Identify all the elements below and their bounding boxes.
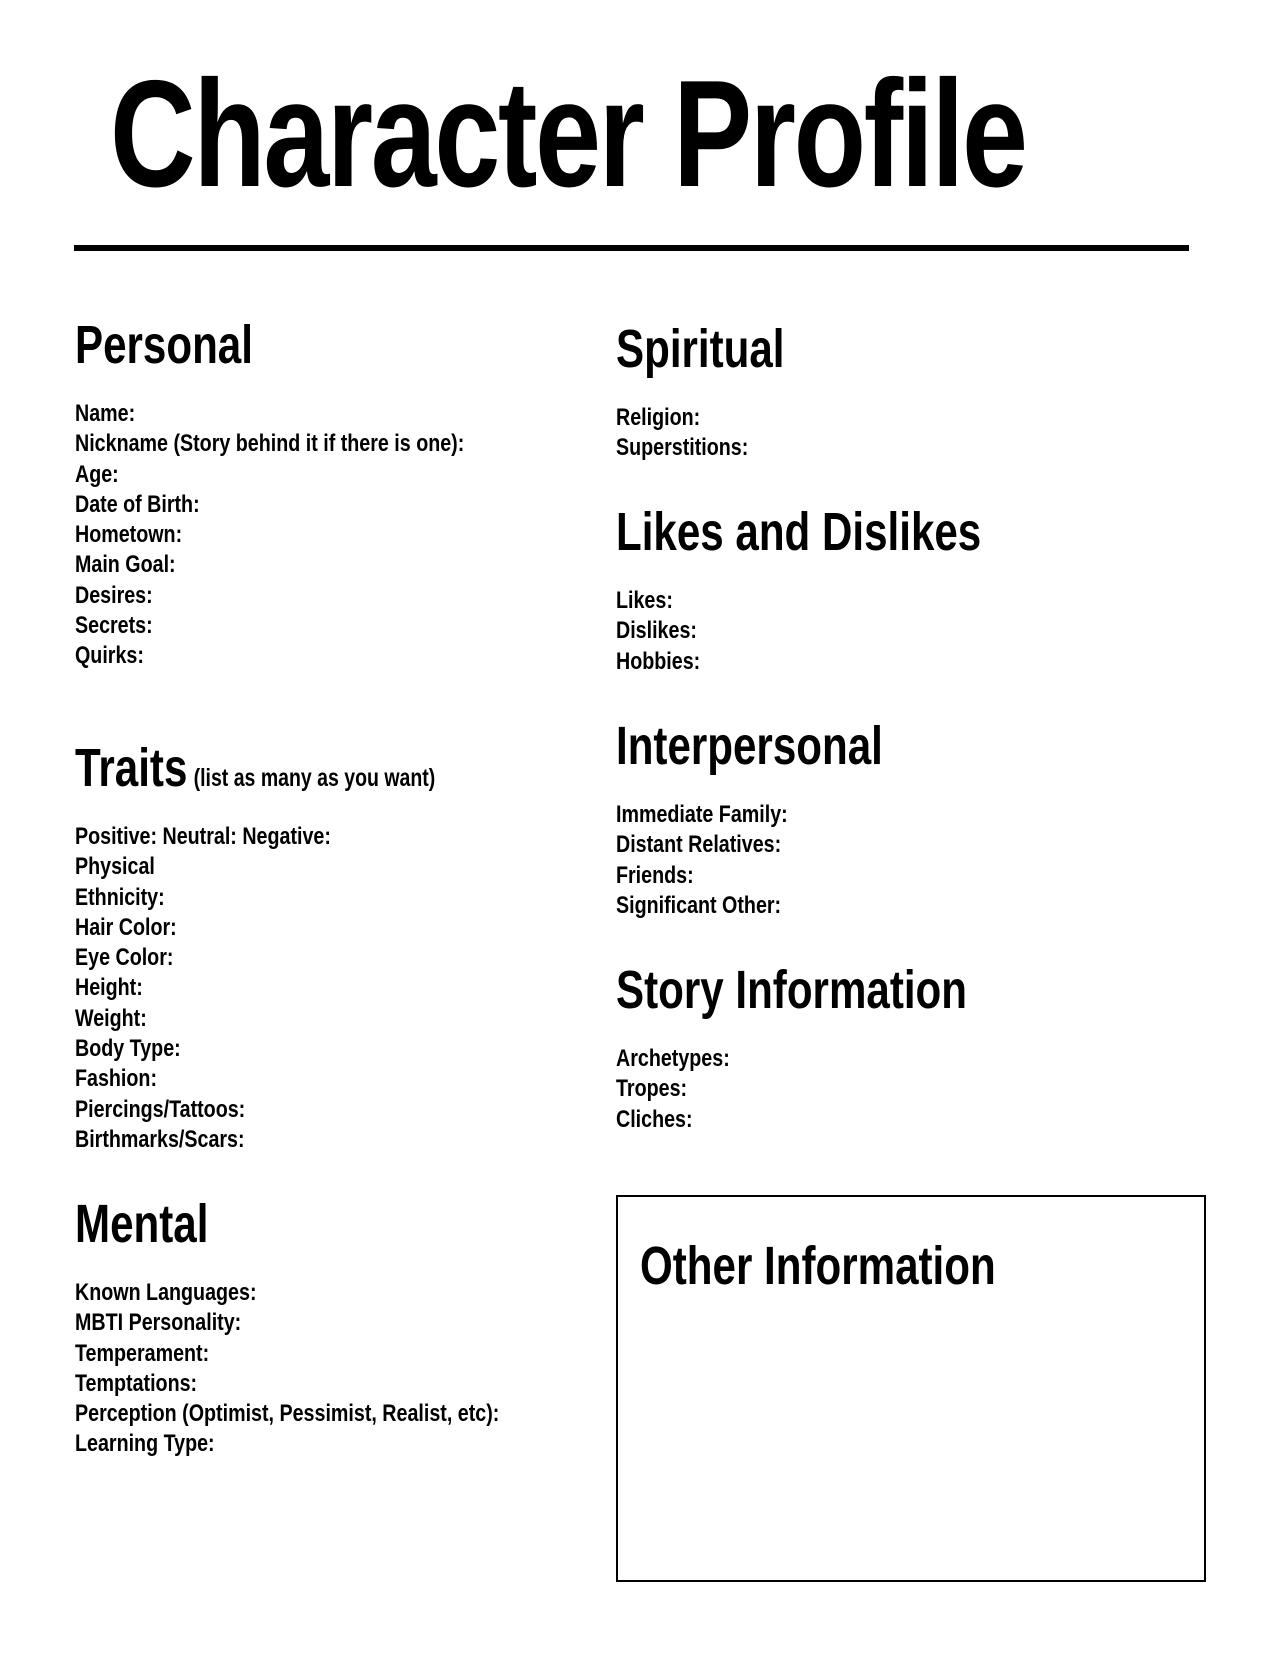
field-label: Superstitions: — [616, 434, 749, 462]
traits-field-list — [75, 822, 537, 1155]
field-label: Birthmarks/Scars: — [75, 1125, 245, 1153]
section-story-information — [616, 960, 1066, 1135]
field-label: Dislikes: — [616, 617, 697, 645]
field-label: Ethnicity: — [75, 883, 165, 911]
personal-field-list — [75, 399, 550, 672]
field-label: Cliches: — [616, 1105, 693, 1133]
field-label: Immediate Family: — [616, 801, 788, 828]
likes-field-list — [616, 586, 1084, 677]
field-label: Perception (Optimist, Pessimist, Realist, etc): — [75, 1400, 500, 1428]
field-label: Desires: — [75, 581, 153, 609]
field-label: Archetypes: — [616, 1045, 730, 1072]
field-label: Temptations: — [75, 1369, 198, 1397]
field-label: Positive: Neutral: Negative: — [75, 823, 331, 850]
section-heading-story-information: Story Information — [616, 960, 968, 1020]
field-label: Friends: — [616, 861, 694, 889]
field-label: MBTI Personality: — [75, 1309, 242, 1337]
section-heading-spiritual: Spiritual — [616, 319, 785, 379]
section-spiritual — [616, 319, 832, 464]
traits-subheading: (list as many as you want) — [193, 764, 436, 792]
field-label: Tropes: — [616, 1075, 688, 1103]
field-label: Hair Color: — [75, 913, 177, 941]
spiritual-field-list — [616, 403, 832, 464]
field-label: Known Languages: — [75, 1279, 257, 1306]
field-label: Learning Type: — [75, 1430, 215, 1458]
section-heading-personal: Personal — [75, 315, 253, 375]
field-label: Temperament: — [75, 1339, 210, 1367]
mental-field-list — [75, 1278, 592, 1460]
field-label: Age: — [75, 460, 119, 488]
traits-heading-text: Traits — [75, 738, 188, 798]
field-label: Name: — [75, 400, 136, 427]
field-label: Religion: — [616, 404, 701, 431]
field-label: Weight: — [75, 1004, 147, 1032]
section-personal — [75, 315, 550, 672]
field-label: Body Type: — [75, 1035, 181, 1063]
field-label: Distant Relatives: — [616, 831, 782, 859]
field-label: Fashion: — [75, 1065, 157, 1093]
section-heading-mental: Mental — [75, 1194, 209, 1254]
page-title: Character Profile — [110, 49, 1026, 219]
interpersonal-field-list — [616, 800, 958, 921]
field-label: Quirks: — [75, 642, 144, 670]
field-label: Significant Other: — [616, 891, 782, 919]
section-heading-interpersonal: Interpersonal — [616, 716, 883, 776]
section-heading-traits — [75, 738, 436, 798]
section-interpersonal — [616, 716, 958, 921]
field-label: Hometown: — [75, 521, 183, 549]
section-heading-likes-dislikes: Likes and Dislikes — [616, 502, 982, 562]
section-heading-other-information: Other Information — [640, 1236, 996, 1296]
section-traits — [75, 738, 537, 1155]
title-divider — [74, 245, 1189, 251]
field-label: Nickname (Story behind it if there is one): — [75, 430, 465, 458]
field-label: Height: — [75, 974, 143, 1002]
section-mental — [75, 1194, 592, 1460]
field-label: Eye Color: — [75, 944, 174, 972]
field-label: Hobbies: — [616, 647, 701, 675]
field-label: Secrets: — [75, 612, 153, 640]
section-likes-dislikes — [616, 502, 1084, 677]
field-label: Main Goal: — [75, 551, 176, 579]
field-label: Piercings/Tattoos: — [75, 1095, 246, 1123]
story-field-list — [616, 1044, 1066, 1135]
field-label: Likes: — [616, 587, 673, 614]
field-label: Physical — [75, 853, 155, 881]
other-information-box — [616, 1195, 1206, 1582]
field-label: Date of Birth: — [75, 490, 200, 518]
